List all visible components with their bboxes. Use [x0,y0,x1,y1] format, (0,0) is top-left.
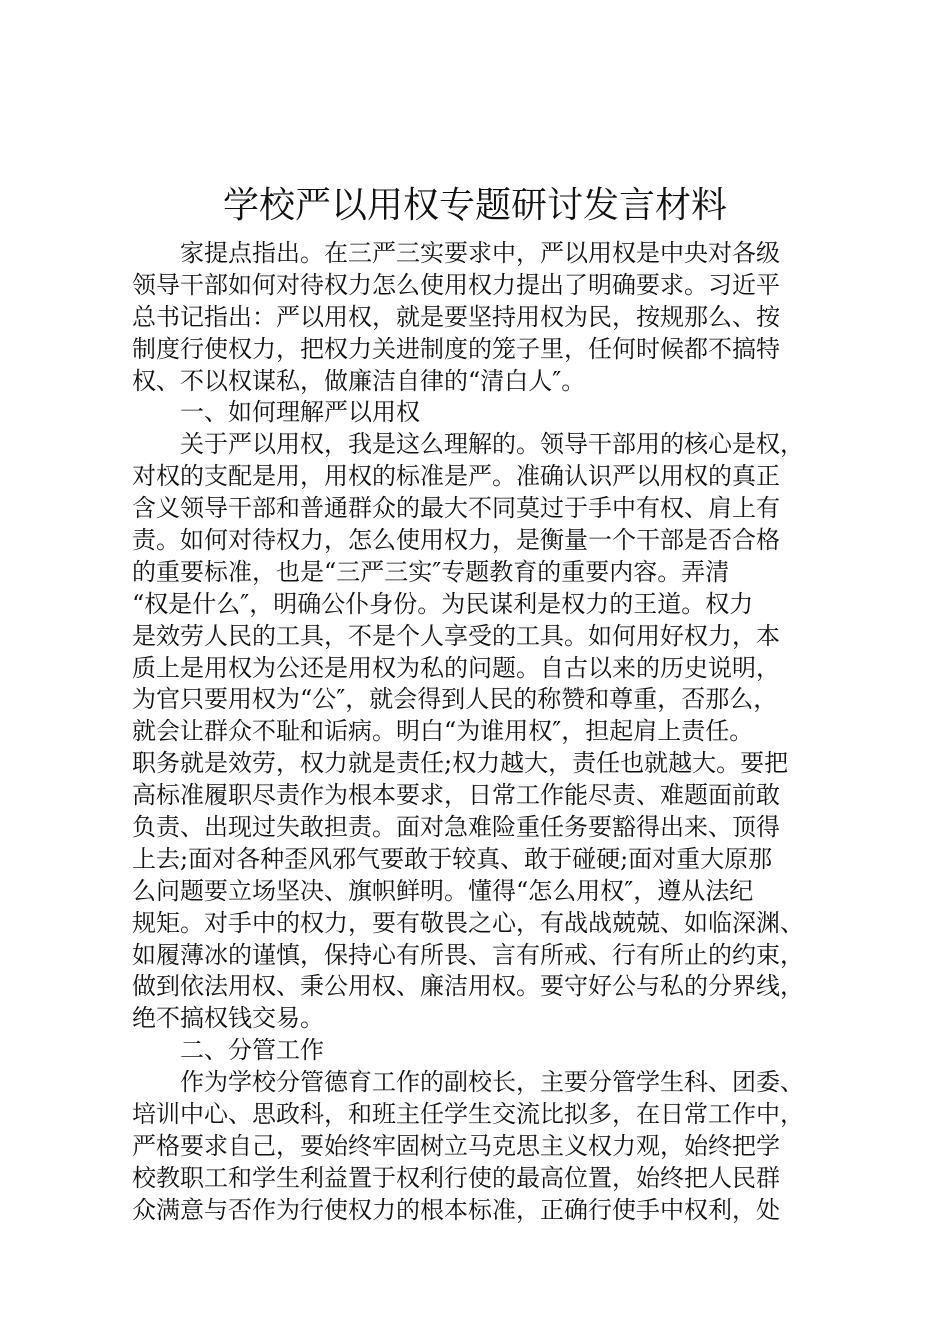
text-line: 高标准履职尽责作为根本要求，日常工作能尽责、难题面前敢 [132,781,780,810]
text-line: 绝不搞权钱交易。 [132,1004,324,1033]
text-line: 是效劳人民的工具，不是个人享受的工具。如何用好权力，本 [132,621,780,650]
text-line: 家提点指出。在三严三实要求中，严以用权是中央对各级 [180,239,780,267]
text-line: 作为学校分管德育工作的副校长，主要分管学生科、团委、 [180,1068,804,1097]
text-line: 为官只要用权为“公″，就会得到人民的称赞和尊重，否那么， [132,685,778,714]
text-line: 领导干部如何对待权力怎么使用权力提出了明确要求。习近平 [132,270,780,299]
text-line: 对权的支配是用，用权的标准是严。准确认识严以用权的真正 [132,462,780,491]
text-line: 么问题要立场坚决、旗帜鲜明。懂得“怎么用权″，遵从法纪 [132,876,754,905]
text-line: 做到依法用权、秉公用权、廉洁用权。要守好公与私的分界线， [132,972,804,1001]
text-line: 如履薄冰的谨慎，保持心有所畏、言有所戒、行有所止的约束， [132,940,804,969]
text-line: 二、分管工作 [180,1036,324,1065]
text-line: 培训中心、思政科，和班主任学生交流比拟多，在日常工作中， [132,1100,804,1129]
text-line: 负责、出现过失敢担责。面对急难险重任务要豁得出来、顶得 [132,813,780,842]
text-line: 总书记指出：严以用权，就是要坚持用权为民，按规那么、按 [132,302,780,331]
text-line: 就会让群众不耻和诟病。明白“为谁用权″，担起肩上责任。 [132,717,754,746]
text-line: 关于严以用权，我是这么理解的。领导干部用的核心是权， [180,430,804,459]
text-line: 责。如何对待权力，怎么使用权力，是衡量一个干部是否合格 [132,526,780,555]
text-line: “权是什么″，明确公仆身份。为民谋利是权力的王道。权力 [132,589,754,618]
text-line: 校教职工和学生利益置于权利行使的最高位置，始终把人民群 [132,1163,780,1192]
text-line: 规矩。对手中的权力，要有敬畏之心，有战战兢兢、如临深渊、 [132,908,804,937]
text-line: 众满意与否作为行使权力的根本标准，正确行使手中权利，处 [132,1195,780,1224]
text-line: 严格要求自己，要始终牢固树立马克思主义权力观，始终把学 [132,1131,780,1160]
text-line: 制度行使权力，把权力关进制度的笼子里，任何时候都不搞特 [132,334,780,363]
text-line: 质上是用权为公还是用权为私的问题。自古以来的历史说明， [132,653,780,682]
document-body [132,238,832,1227]
text-line: 上去;面对各种歪风邪气要敢于较真、敢于碰硬;面对重大原那 [132,844,773,873]
document-title: 学校严以用权专题研讨发言材料 [222,185,727,226]
text-line: 权、不以权谋私，做廉洁自律的“清白人″。 [132,366,586,395]
text-line: 职务就是效劳，权力就是责任;权力越大，责任也就越大。要把 [132,749,789,778]
text-line: 的重要标准，也是“三严三实″专题教育的重要内容。弄清 [132,557,730,586]
text-line: 含义领导干部和普通群众的最大不同莫过于手中有权、肩上有 [132,494,780,523]
text-line: 一、如何理解严以用权 [180,398,420,427]
